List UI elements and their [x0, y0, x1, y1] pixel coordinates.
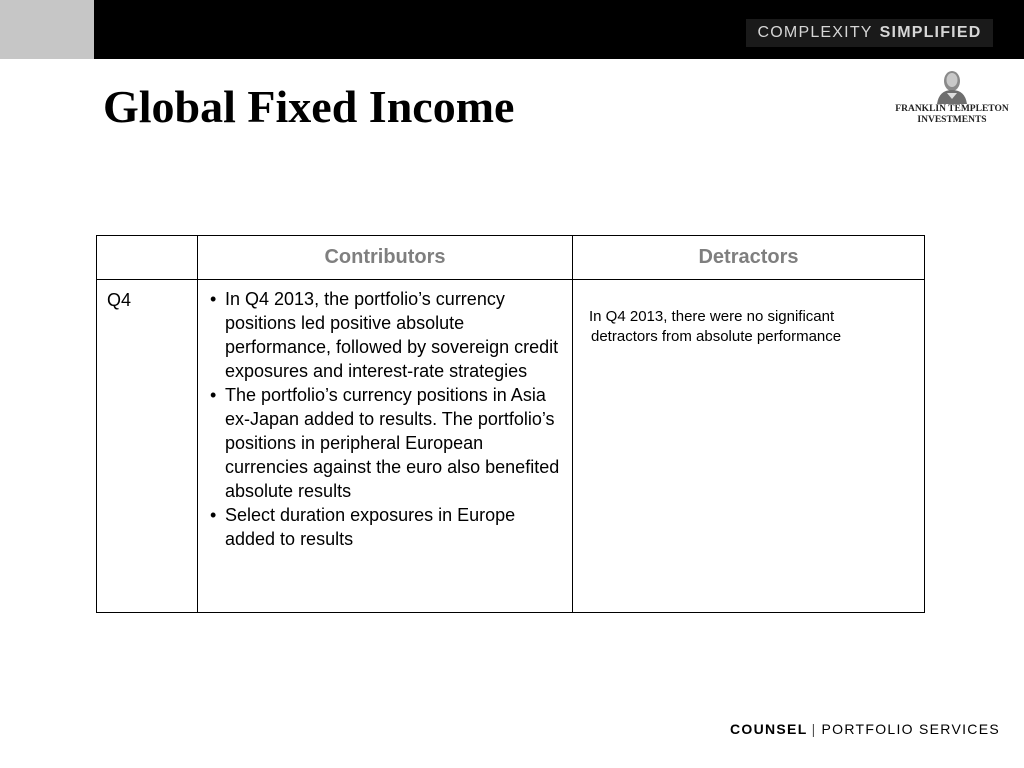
page-title: Global Fixed Income	[103, 81, 515, 132]
logo-text	[893, 104, 1011, 126]
list-item	[206, 503, 562, 551]
contributor-text: Select duration exposures in Europe added to results	[225, 505, 516, 549]
footer-separator: |	[811, 721, 817, 737]
detractors-line-2: detractors from absolute performance	[591, 328, 842, 345]
tagline-light: COMPLEXITY	[757, 24, 873, 41]
footer-brand-rest: PORTFOLIO SERVICES	[821, 721, 1000, 737]
franklin-portrait-icon	[933, 66, 971, 104]
row-label-cell: Q4	[97, 280, 198, 613]
contributors-list	[206, 287, 562, 551]
table-row	[97, 280, 925, 613]
banner-grey-block	[0, 0, 94, 59]
table-header-row	[97, 236, 925, 280]
tagline-bold: SIMPLIFIED	[879, 24, 982, 41]
list-item	[206, 287, 562, 383]
contributors-cell	[198, 280, 573, 613]
header-cell-contributors: Contributors	[198, 236, 573, 280]
tagline	[746, 19, 993, 47]
contributors-detractors-table	[96, 235, 925, 613]
footer-brand	[730, 721, 1000, 737]
footer-brand-strong: COUNSEL	[730, 721, 808, 737]
list-item	[206, 383, 562, 503]
logo-line-2: INVESTMENTS	[917, 115, 987, 125]
header-cell-detractors: Detractors	[573, 236, 925, 280]
bullet-icon: •	[210, 505, 217, 525]
detractors-cell	[573, 280, 925, 613]
contributor-text: The portfolio’s currency positions in Asia ex-Japan added to results. The portfolio’s positions in peripheral European currencies against the euro also benefited absolute results	[225, 385, 560, 501]
bullet-icon: •	[210, 289, 217, 309]
detractors-line-1: In Q4 2013, there were no significant	[589, 308, 835, 325]
top-banner	[0, 0, 1024, 59]
franklin-templeton-logo	[893, 66, 1011, 128]
bullet-icon: •	[210, 385, 217, 405]
logo-line-1: FRANKLIN TEMPLETON	[895, 104, 1009, 114]
header-cell-empty	[97, 236, 198, 280]
contributor-text: In Q4 2013, the portfolio’s currency positions led positive absolute performance, followed by sovereign credit exposures and interest-rate strategies	[225, 289, 559, 381]
